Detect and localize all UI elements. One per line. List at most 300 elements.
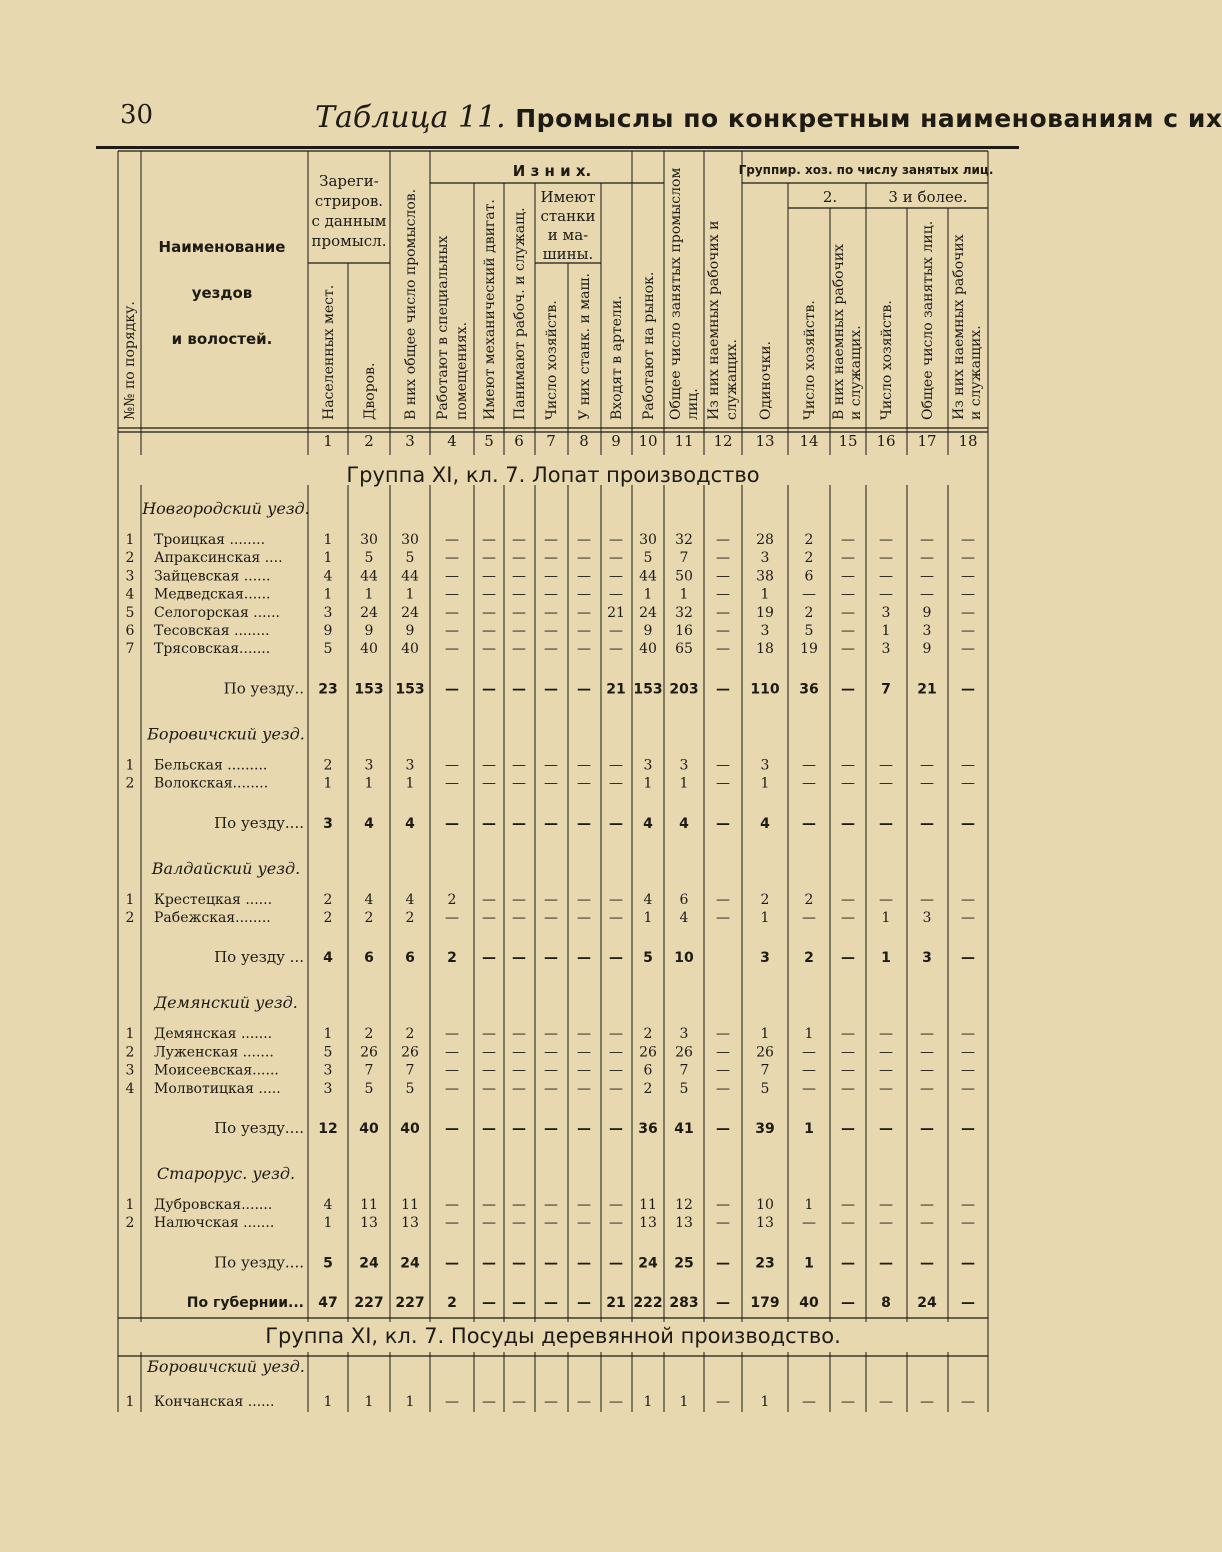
uezd-heading: Боровичский уезд. [147,724,305,744]
cell-value: — [544,586,558,603]
cell-value: — [841,757,855,774]
cell-value: — [609,568,623,585]
cell-value: — [961,1394,975,1410]
cell-value: 1 [405,775,415,792]
cell-value: — [961,891,975,908]
uezd-total-value: — [879,1121,893,1137]
cell-value: — [841,568,855,585]
cell-value: 1 [405,1394,415,1410]
volost-name: Крестецкая ...... [154,891,273,908]
cell-value: 4 [323,568,333,585]
cell-value: — [920,550,934,567]
cell-value: — [482,623,496,639]
cell-value: 1 [364,1394,374,1410]
column-number: 11 [674,432,694,450]
province-total-value: 222 [633,1295,663,1311]
uezd-total-value: 24 [359,1255,379,1272]
cell-value: 7 [405,1062,415,1079]
cell-value: — [961,604,975,621]
uezd-total-value: — [920,1255,934,1272]
uezd-total-value: — [961,1255,975,1272]
cell-value: — [445,550,459,567]
cell-value: — [716,532,730,548]
cell-value: 3 [643,757,653,774]
volost-name: Волокская........ [154,775,269,792]
cell-value: — [482,568,496,585]
uezd-total-value: — [802,815,816,832]
province-total-value: 227 [395,1295,425,1311]
cell-value: 3 [881,604,891,621]
cell-value: — [512,775,526,792]
cell-value: 1 [679,586,689,603]
cell-value: — [482,1044,496,1061]
cell-value: — [841,1197,855,1213]
cell-value: — [879,1197,893,1213]
cell-value: — [482,532,496,548]
uezd-total-value: 1 [804,1121,814,1137]
cell-value: 1 [364,775,374,792]
cell-value: — [879,586,893,603]
cell-value: 2 [643,1026,653,1043]
cell-value: 5 [364,1080,374,1097]
cell-value: — [512,1215,526,1232]
cell-value: 2 [323,910,333,926]
cell-value: — [577,775,591,792]
uezd-total-value: 1 [881,950,891,967]
cell-value: 1 [760,1394,770,1410]
cell-value: — [841,641,855,658]
cell-value: 1 [760,910,770,926]
cell-value: 1 [323,775,333,792]
uezd-total-value: 203 [669,681,699,698]
cell-value: 13 [401,1215,419,1232]
cell-value: — [841,891,855,908]
cell-value: — [544,623,558,639]
cell-value: — [577,1080,591,1097]
cell-value: 3 [760,623,770,639]
uezd-total-value: — [609,1255,623,1272]
cell-value: — [716,775,730,792]
column-number: 17 [917,432,937,450]
group-three-farms-header: Число хозяйств. [879,300,895,420]
cell-value: 24 [401,604,419,621]
cell-value: — [544,1394,558,1410]
uezd-total-value: 24 [638,1255,658,1272]
cell-value: — [544,910,558,926]
uezd-total-value: 1 [804,1255,814,1272]
cell-value: 2 [323,757,333,774]
registered-header-line: стриров. [314,192,384,210]
cell-value: 5 [323,641,333,658]
cell-value: — [544,775,558,792]
cell-value: 40 [401,641,419,658]
cell-value: — [512,910,526,926]
cell-value: 1 [643,1394,653,1410]
uezd-total-value: — [445,681,459,698]
uezd-heading: Боровичский уезд. [147,1357,305,1376]
cell-value: — [482,586,496,603]
cell-value: — [716,891,730,908]
group-three-header: 3 и более. [888,188,968,206]
cell-value: 1 [881,623,891,639]
province-total-value: — [544,1295,558,1311]
uezd-total-value: — [512,1121,526,1137]
cell-value: 44 [401,568,419,585]
cell-value: — [544,604,558,621]
cell-value: — [512,532,526,548]
registered-header-line: с данным [311,212,387,230]
cell-value: — [482,1215,496,1232]
cell-value: 3 [323,604,333,621]
machine-farms-header: Число хозяйств. [544,300,560,420]
province-total-value: — [482,1295,496,1311]
uezd-total-value: 4 [679,815,689,832]
province-total-value: 179 [750,1295,780,1311]
cell-value: — [577,641,591,658]
cell-value: — [445,1026,459,1043]
uezd-total-value: — [961,950,975,967]
uezd-total-value: 12 [318,1121,338,1137]
volost-name: Зайцевская ...... [154,568,271,585]
uezd-total-value: — [716,815,730,832]
cell-value: — [512,757,526,774]
cell-value: 3 [760,757,770,774]
uezd-total-value: — [920,1121,934,1137]
special-rooms-header: Работают в специальных [435,235,451,420]
row-number: 2 [125,550,135,567]
province-total-value: — [961,1295,975,1311]
cell-value: — [920,1215,934,1232]
uezd-total-label: По уезду.... [214,813,304,832]
cell-value: 5 [323,1044,333,1061]
uezd-total-value: — [716,1255,730,1272]
uezd-heading: Старорус. уезд. [156,1164,296,1183]
order-column-header: №№ по порядку. [122,301,138,420]
cell-value: — [841,910,855,926]
cell-value: 3 [364,757,374,774]
cell-value: — [961,641,975,658]
cell-value: 9 [364,623,374,639]
uezd-heading: Валдайский уезд. [151,858,301,878]
province-total-label: По губернии... [186,1295,304,1311]
cell-value: — [445,1215,459,1232]
group-title-wooden-dishes: Группа XI, кл. 7. Посуды деревянной производство. [265,1324,841,1348]
hire-header: Панимают рабоч. и служащ. [512,207,528,420]
uezd-total-value: 4 [405,815,415,832]
cell-value: — [961,1062,975,1079]
table-number: Таблица 11. [315,100,506,135]
uezd-total-value: 3 [323,815,333,832]
column-number: 4 [447,432,457,450]
cell-value: — [577,1394,591,1410]
cell-value: — [961,532,975,548]
cell-value: — [482,757,496,774]
row-number: 3 [125,568,135,585]
cell-value: — [879,1080,893,1097]
artels-header: Входят в артели. [609,295,625,420]
province-total-value: — [716,1295,730,1311]
cell-value: — [544,550,558,567]
volost-name: Налючская ....... [154,1215,275,1232]
cell-value: — [802,1394,816,1410]
row-number: 6 [125,623,135,639]
group-three-hired-header: и служащих. [968,325,984,420]
cell-value: 2 [405,1026,415,1043]
uezd-total-value: — [512,1255,526,1272]
cell-value: — [609,623,623,639]
uezd-total-value: — [577,1121,591,1137]
cell-value: — [961,586,975,603]
cell-value: 32 [675,604,693,621]
cell-value: — [445,586,459,603]
cell-value: — [920,1062,934,1079]
cell-value: 1 [323,1026,333,1043]
cell-value: — [841,1062,855,1079]
cell-value: — [716,1215,730,1232]
group-two-header: 2. [822,188,838,206]
uezd-total-value: — [961,815,975,832]
cell-value: — [512,1080,526,1097]
cell-value: 7 [760,1062,770,1079]
volost-name: Рабежская........ [154,910,271,926]
cell-value: — [716,1197,730,1213]
cell-value: 9 [643,623,653,639]
cell-value: — [879,891,893,908]
volost-name: Кончанская ...... [154,1394,275,1410]
uezd-total-value: 39 [755,1121,775,1137]
cell-value: 1 [405,586,415,603]
column-number: 8 [579,432,589,450]
volost-name: Медведская...... [154,586,271,603]
cell-value: — [920,1197,934,1213]
machines-header-line: станки [540,207,596,225]
cell-value: 38 [756,568,774,585]
column-number: 18 [958,432,978,450]
cell-value: — [482,1197,496,1213]
volost-name: Тесовская ........ [154,623,270,639]
name-header-line: и волостей. [171,330,273,348]
cell-value: — [879,1394,893,1410]
cell-value: — [544,1044,558,1061]
volost-name: Моисеевская...... [154,1062,279,1079]
cell-value: 1 [760,586,770,603]
cell-value: — [879,532,893,548]
cell-value: — [716,623,730,639]
cell-value: 30 [639,532,657,548]
cell-value: — [577,532,591,548]
column-number: 16 [876,432,896,450]
cell-value: — [445,910,459,926]
cell-value: — [609,1394,623,1410]
cell-value: — [802,910,816,926]
cell-value: 3 [760,550,770,567]
cell-value: — [802,1044,816,1061]
cell-value: 19 [756,604,774,621]
column-number: 12 [713,432,733,450]
column-number: 10 [638,432,658,450]
cell-value: — [482,550,496,567]
machines-count-header: У них станк. и маш. [577,273,593,420]
cell-value: 5 [364,550,374,567]
cell-value: — [609,532,623,548]
cell-value: 1 [323,550,333,567]
cell-value: — [609,641,623,658]
cell-value: — [841,586,855,603]
province-total-value: 47 [318,1295,338,1311]
uezd-total-value: 7 [881,681,891,698]
cell-value: — [445,1080,459,1097]
cell-value: — [577,1026,591,1043]
row-number: 1 [125,1026,135,1043]
cell-value: 1 [679,1394,689,1410]
group-three-hired-header: Из них наемных рабочих [951,234,967,420]
cell-value: — [577,757,591,774]
cell-value: 5 [804,623,814,639]
cell-value: — [841,1215,855,1232]
uezd-total-value: — [716,1121,730,1137]
cell-value: 4 [679,910,689,926]
cell-value: 2 [405,910,415,926]
places-header: Населенных мест. [321,284,337,420]
total-crafts-header: В них общее число промыслов. [403,188,419,420]
uezd-total-value: — [920,815,934,832]
uezd-total-value: 153 [354,681,384,698]
cell-value: — [802,775,816,792]
uezd-total-value: 21 [917,681,937,698]
cell-value: — [512,1394,526,1410]
cell-value: — [802,757,816,774]
cell-value: 1 [323,586,333,603]
cell-value: 26 [401,1044,419,1061]
cell-value: — [961,550,975,567]
cell-value: — [841,1044,855,1061]
registered-header-line: промысл. [311,232,387,250]
uezd-total-value: 25 [674,1255,694,1272]
cell-value: — [544,1062,558,1079]
column-number: 5 [484,432,494,450]
cell-value: 2 [323,891,333,908]
uezd-total-value: — [841,950,855,967]
cell-value: 7 [364,1062,374,1079]
cell-value: 1 [760,775,770,792]
cell-value: 5 [405,550,415,567]
uezd-total-value: — [577,681,591,698]
uezd-total-value: — [841,815,855,832]
cell-value: — [920,1080,934,1097]
hired-total-header: служащих. [724,339,740,420]
uezd-total-value: — [841,1255,855,1272]
group-three-total-header: Общее число занятых лиц. [920,220,936,420]
uezd-total-value: — [482,950,496,967]
uezd-heading: Новгородский уезд. [142,499,310,518]
cell-value: — [920,586,934,603]
cell-value: 5 [679,1080,689,1097]
column-number: 14 [799,432,819,450]
cell-value: 26 [756,1044,774,1061]
cell-value: — [544,1026,558,1043]
cell-value: — [482,641,496,658]
cell-value: 3 [405,757,415,774]
cell-value: — [445,641,459,658]
uezd-total-value: — [512,950,526,967]
uezd-total-value: 24 [400,1255,420,1272]
uezd-total-value: — [512,681,526,698]
uezd-total-value: — [445,1121,459,1137]
cell-value: — [445,623,459,639]
cell-value: 26 [360,1044,378,1061]
cell-value: — [544,568,558,585]
cell-value: — [609,1197,623,1213]
province-total-value: 8 [881,1295,891,1311]
cell-value: — [920,757,934,774]
volost-name: Молвотицкая ..... [154,1080,281,1097]
cell-value: — [544,532,558,548]
province-total-value: — [512,1295,526,1311]
cell-value: — [841,1080,855,1097]
cell-value: — [577,1044,591,1061]
cell-value: 26 [639,1044,657,1061]
column-number: 9 [611,432,621,450]
cell-value: 3 [679,1026,689,1043]
uezd-total-value: — [841,1121,855,1137]
cell-value: — [512,641,526,658]
cell-value: 1 [323,1394,333,1410]
column-number: 6 [514,432,524,450]
uezd-total-value: 23 [755,1255,775,1272]
uezd-total-value: — [879,815,893,832]
cell-value: 1 [804,1197,814,1213]
uezd-total-value: 41 [674,1121,694,1137]
cell-value: — [609,1044,623,1061]
uezd-total-value: 6 [405,950,415,967]
cell-value: — [961,775,975,792]
cell-value: — [577,623,591,639]
uezd-total-value: — [577,1255,591,1272]
cell-value: 2 [364,910,374,926]
machines-header-line: Имеют [540,188,596,206]
cell-value: — [716,1044,730,1061]
column-number: 15 [838,432,858,450]
uezd-total-value: — [577,815,591,832]
volost-name: Дубровская....... [154,1197,273,1213]
uezd-total-value: — [482,681,496,698]
cell-value: — [961,1215,975,1232]
uezd-total-value: — [544,950,558,967]
cell-value: 13 [360,1215,378,1232]
uezd-total-value: 153 [395,681,425,698]
uezd-total-value: — [544,815,558,832]
machines-header-line: шины. [542,245,594,263]
cell-value: — [920,1044,934,1061]
cell-value: — [716,641,730,658]
cell-value: — [482,1080,496,1097]
volost-name: Троицкая ........ [154,532,266,548]
cell-value: — [716,757,730,774]
group-title-shovels: Группа XI, кл. 7. Лопат производство [346,463,760,487]
cell-value: — [577,910,591,926]
cell-value: — [841,775,855,792]
cell-value: — [716,1026,730,1043]
uezd-total-value: — [512,815,526,832]
cell-value: — [577,604,591,621]
cell-value: — [716,1080,730,1097]
uezd-total-value: 5 [323,1255,333,1272]
row-number: 2 [125,1215,135,1232]
cell-value: 32 [675,532,693,548]
cell-value: 1 [679,775,689,792]
cell-value: 2 [760,891,770,908]
cell-value: — [512,623,526,639]
